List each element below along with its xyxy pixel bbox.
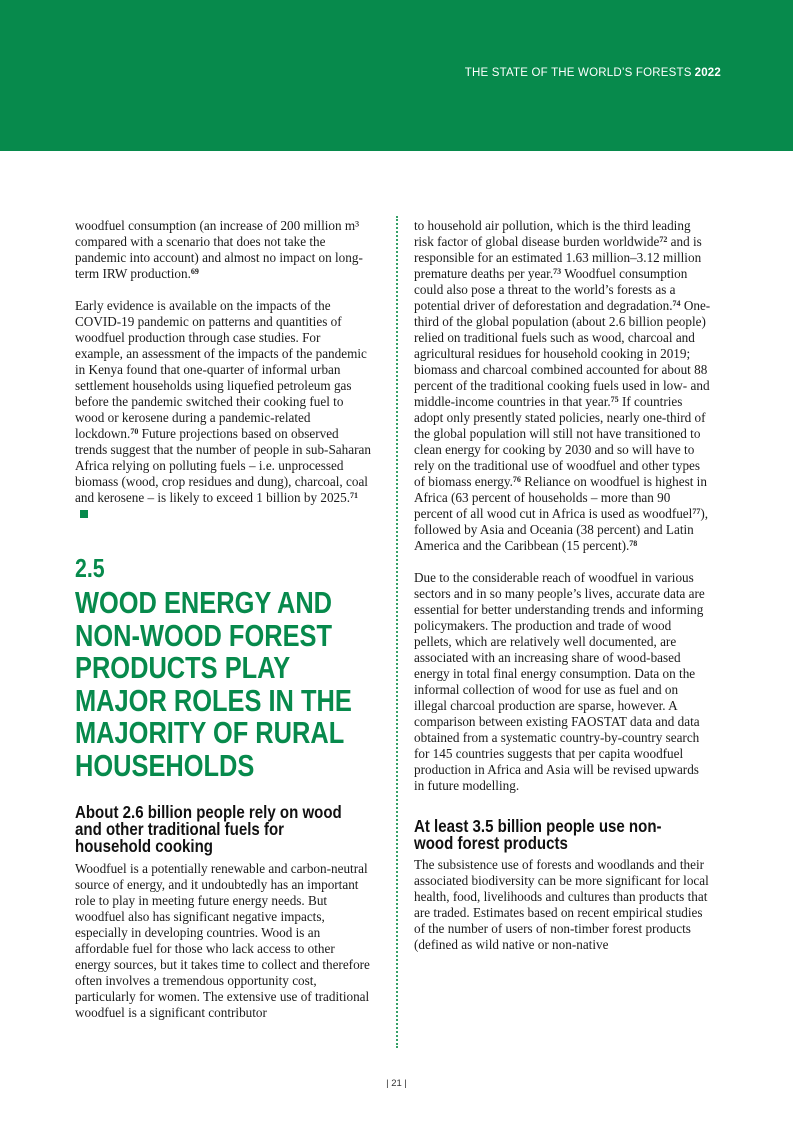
footnote-ref: 69 <box>190 267 199 276</box>
publication-year: 2022 <box>694 67 721 79</box>
header-band <box>0 0 793 151</box>
body-paragraph: to household air pollution, which is the third leading risk factor of global disease burden worldwide$^{72}$ and is responsible for an estimated 1.63 million–3.12 million premature deaths per year.$^{73}$ Woodfuel consumption could also pose a threat to the world’s forests as a potential driver of deforestation and degradation.$^{74}$ One-third of the global population (about 2.6 billion people) relied on traditional fuels such as wood, charcoal and agricultural residues for household cooking in 2019; biomass and charcoal combined accounted for about 88 percent of the traditional cooking fuels used in low- and middle-income countries in that year.$^{75}$ If countries adopt only presently stated policies, nearly one-third of the global population will still not have transitioned to clean energy for cooking by 2030 and so will have to rely on the traditional use of woodfuel and other types of biomass energy.$^{76}$ Reliance on woodfuel is highest in Africa (63 percent of households – more than 90 percent of all wood cut in Africa is used as woodfuel$^{77}$), followed by Asia and Oceania (38 percent) and Latin America and the Caribbean (15 percent).$^{78}$ <box>414 218 711 553</box>
body-paragraph: woodfuel consumption (an increase of 200 million m³ compared with a scenario that does not take the pandemic into account) and almost no impact on long-term IRW production.$^{69}$ <box>75 218 363 281</box>
footnote-ref: 78 <box>629 539 638 548</box>
subheading-wood-fuels: About 2.6 billion people rely on wood and other traditional fuels for household cooking <box>75 802 342 856</box>
body-paragraph: Woodfuel is a potentially renewable and carbon-neutral source of energy, and it undoubtedly has an important role to play in meeting future energy needs. But woodfuel also has significant negative impacts, especially in developing countries. Wood is an affordable fuel for those who lack access to other energy sources, but it takes time to collect and therefore often involves a tremendous opportunity cost, particularly for women. The extensive use of traditional woodfuel is a significant contributor <box>75 861 370 1020</box>
column-divider <box>396 216 398 1048</box>
running-head <box>465 67 721 79</box>
body-paragraph: Early evidence is available on the impacts of the COVID-19 pandemic on patterns and quantities of woodfuel production through case studies. For example, an assessment of the impacts of the pandemic in Kenya found that one-quarter of informal urban settlement households using liquefied petroleum gas before the pandemic switched their cooking fuel to wood or kerosene during a pandemic-related lockdown.$^{70}$ Future projections based on observed trends suggest that the number of people in sub-Saharan Africa relying on polluting fuels – i.e. unprocessed biomass (wood, crop residues and dung), charcoal, coal and kerosene – is likely to exceed 1 billion by 2025.71 <box>75 298 371 522</box>
footnote-ref: 76 <box>512 475 521 484</box>
publication-title: THE STATE OF THE WORLD’S FORESTS <box>464 67 692 79</box>
subheading-non-wood-products: At least 3.5 billion people use non-wood forest products <box>414 816 662 853</box>
footnote-ref: 77 <box>692 507 701 516</box>
page-number: | 21 | <box>386 1078 407 1089</box>
section-title: WOOD ENERGY AND NON-WOOD FOREST PRODUCTS PLAY MAJOR ROLES IN THE MAJORITY OF RURAL HOUSEHOLDS <box>75 585 352 783</box>
footnote-ref: 75 <box>610 395 619 404</box>
footnote-ref: 74 <box>672 299 681 308</box>
left-column <box>75 218 371 1021</box>
section-number: 2.5 <box>75 553 105 583</box>
footnote-ref: 73 <box>553 267 562 276</box>
footnote-ref: 71 <box>350 491 359 500</box>
footnote-ref: 72 <box>659 235 668 244</box>
footnote-ref: 70 <box>130 427 139 436</box>
end-of-section-mark <box>80 510 88 518</box>
right-column <box>414 218 711 953</box>
body-paragraph: The subsistence use of forests and woodlands and their associated biodiversity can be more significant for local health, food, livelihoods and cultures than products that are traded. Estimates based on recent empirical studies of the number of users of non-timber forest products (defined as wild native or non-native <box>414 857 709 952</box>
body-paragraph: Due to the considerable reach of woodfuel in various sectors and in so many people’s lives, accurate data are essential for better understanding trends and informing policymakers. The production and trade of wood pellets, which are relatively well documented, are associated with an increasing share of wood-based energy in total final energy consumption. Data on the informal collection of wood for use as fuel and on illegal charcoal production are sparse, however. A comparison between existing FAOSTAT data and data obtained from a systematic country-by-country search for 145 countries suggests that per capita woodfuel production in Africa and Asia will be revised upwards in future modelling. <box>414 570 705 793</box>
